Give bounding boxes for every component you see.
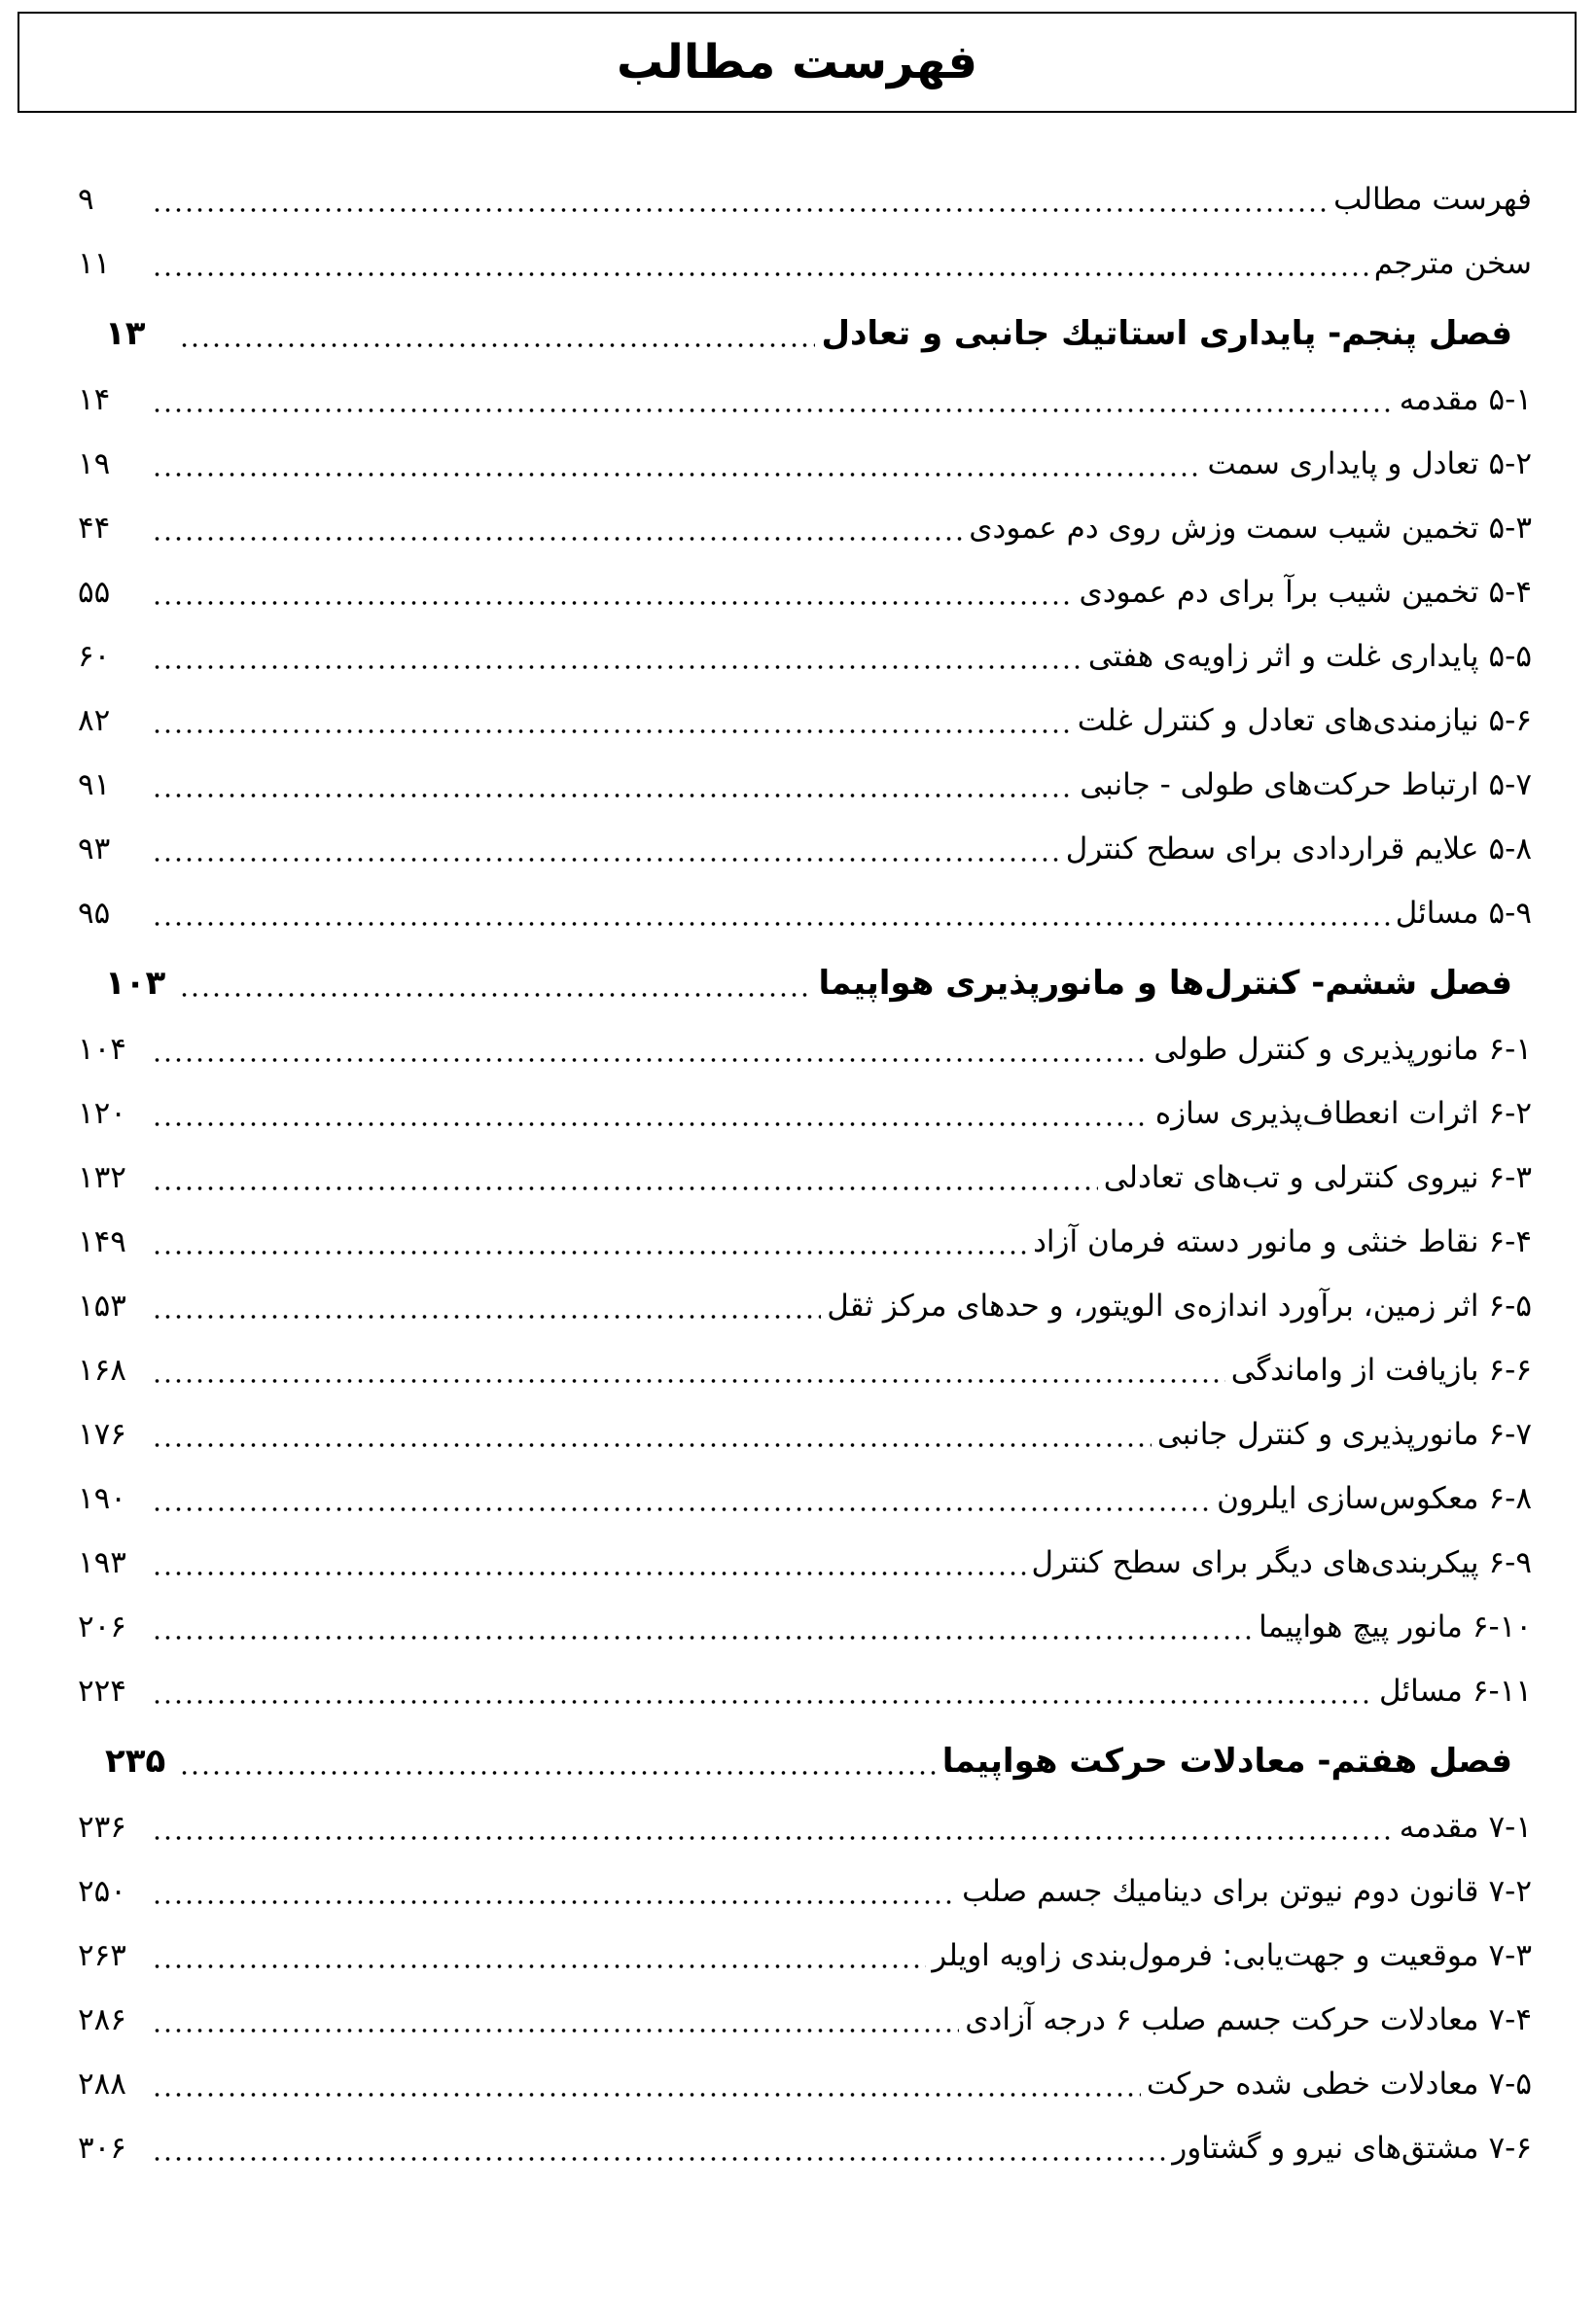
dot-leader: [152, 1963, 926, 1969]
dot-leader: [152, 271, 1368, 277]
page-number: ۱۴۹: [78, 1224, 126, 1259]
entry-text: قانون دوم نیوتن برای دینامیك جسم صلب: [962, 1874, 1479, 1909]
toc-entry[interactable]: [78, 753, 1532, 817]
toc-entry[interactable]: [78, 689, 1532, 753]
entry-title: [1079, 560, 1532, 624]
entry-title: [1400, 1795, 1532, 1859]
toc-entry[interactable]: [78, 1467, 1532, 1531]
entry-text: مسائل: [1379, 1674, 1463, 1709]
toc-entry[interactable]: [78, 1531, 1532, 1595]
dot-leader: [152, 600, 1073, 606]
entry-text: فصل هفتم- معادلات حرکت هواپیما: [941, 1742, 1512, 1781]
dot-leader: [152, 664, 1082, 670]
entry-text: مانورپذیری و کنترل طولی: [1153, 1032, 1479, 1067]
dot-leader: [152, 1250, 1027, 1255]
dot-leader: [179, 342, 815, 348]
section-number: ۷-۶: [1488, 2131, 1532, 2166]
chapter-title: [942, 1727, 1512, 1795]
table-of-contents: [78, 167, 1532, 2180]
entry-text: مسائل: [1395, 896, 1479, 931]
entry-text: پایداری غلت و اثر زاویه‌ی هفتی: [1087, 639, 1479, 674]
section-number: ۵-۲: [1488, 446, 1532, 481]
page-number: ۲۸۶: [78, 2002, 126, 2037]
entry-text: مانورپذیری و کنترل جانبی: [1156, 1417, 1479, 1452]
section-number: ۵-۵: [1488, 639, 1532, 674]
dot-leader: [152, 1699, 1373, 1705]
toc-entry[interactable]: [78, 496, 1532, 560]
entry-title: [1157, 1402, 1532, 1467]
section-number: ۵-۳: [1488, 511, 1532, 546]
entry-text: مشتق‌های نیرو و گشتاور: [1172, 2131, 1479, 2166]
dot-leader: [152, 1442, 1152, 1448]
dot-leader: [152, 1057, 1148, 1063]
section-number: ۶-۶: [1488, 1353, 1532, 1388]
section-number: ۷-۴: [1488, 2002, 1532, 2037]
section-number: ۶-۴: [1488, 1224, 1532, 1259]
page-number: ۹۵: [78, 896, 111, 931]
entry-text: نقاط خنثی و مانور دسته فرمان آزاد: [1033, 1224, 1479, 1259]
dot-leader: [152, 407, 1394, 413]
page-number: ۶۰: [78, 639, 111, 674]
entry-text: پیکربندی‌های دیگر برای سطح کنترل: [1031, 1545, 1479, 1580]
section-number: ۷-۱: [1488, 1810, 1532, 1845]
toc-entry[interactable]: [78, 1210, 1532, 1274]
toc-entry[interactable]: [78, 1146, 1532, 1210]
entry-title: [1032, 1531, 1532, 1595]
entry-text: ارتباط حرکت‌های طولی - جانبی: [1080, 767, 1479, 802]
page-number: ۱۷۶: [78, 1417, 126, 1452]
page-number: ۲۰۶: [78, 1609, 126, 1644]
toc-entry[interactable]: [78, 817, 1532, 881]
toc-entry[interactable]: [78, 560, 1532, 624]
page-number: ۱۹: [78, 446, 111, 481]
dot-leader: [152, 2028, 959, 2033]
section-number: ۶-۹: [1488, 1545, 1532, 1580]
entry-text: تخمین شیب سمت وزش روی دم عمودی: [969, 511, 1479, 546]
entry-title: [1400, 368, 1532, 432]
title-box: [18, 12, 1577, 113]
entry-title: [1104, 1146, 1532, 1210]
page-number: ۲۶۳: [78, 1938, 126, 1973]
page-number: ۲۲۴: [78, 1674, 126, 1709]
toc-entry[interactable]: [78, 1795, 1532, 1859]
section-number: ۶-۱: [1488, 1032, 1532, 1067]
entry-text: علایم قراردادی برای سطح کنترل: [1065, 831, 1479, 866]
section-number: ۶-۷: [1488, 1417, 1532, 1452]
toc-entry[interactable]: [78, 624, 1532, 689]
dot-leader: [152, 1635, 1253, 1641]
entry-text: مقدمه: [1399, 1810, 1479, 1845]
section-number: ۵-۹: [1488, 896, 1532, 931]
entry-text: نیروی کنترلی و تب‌های تعادلی: [1103, 1160, 1479, 1195]
toc-entry[interactable]: [78, 1274, 1532, 1338]
dot-leader: [179, 1770, 937, 1776]
entry-title: [1396, 881, 1532, 945]
entry-text: معادلات حرکت جسم صلب ۶ درجه آزادی: [965, 2002, 1479, 2037]
page-title: فهرست مطالب: [616, 35, 978, 89]
entry-title: [932, 1924, 1532, 1988]
dot-leader: [152, 1506, 1211, 1512]
dot-leader: [152, 1121, 1150, 1127]
section-number: ۶-۲: [1488, 1096, 1532, 1131]
entry-title: [1379, 1659, 1532, 1723]
entry-title: [965, 1988, 1532, 2052]
section-number: ۵-۶: [1488, 703, 1532, 738]
entry-title: [1147, 2052, 1532, 2116]
dot-leader: [152, 793, 1074, 798]
toc-entry[interactable]: [78, 1595, 1532, 1659]
toc-entry[interactable]: [78, 1081, 1532, 1146]
page-number: ۲۳۵: [105, 1742, 166, 1781]
section-number: ۶-۱۰: [1472, 1609, 1532, 1644]
entry-text: فصل پنجم- پایداری استاتیك جانبی و تعادل: [821, 314, 1512, 353]
toc-entry[interactable]: [78, 1924, 1532, 1988]
entry-text: فصل ششم- کنترل‌ها و مانورپذیری هواپیما: [818, 964, 1512, 1003]
chapter-heading[interactable]: [78, 1727, 1532, 1795]
entry-text: اثر زمین، برآورد اندازه‌ی الویتور، و حدهای مرکز ثقل: [827, 1289, 1479, 1324]
page-number: ۱۵۳: [78, 1289, 126, 1324]
page-number: ۱۹۳: [78, 1545, 126, 1580]
entry-text: تعادل و پایداری سمت: [1207, 446, 1479, 481]
chapter-title: [819, 949, 1512, 1017]
entry-text: اثرات انعطاف‌پذیری سازه: [1154, 1096, 1479, 1131]
entry-text: معادلات خطی شده حرکت: [1146, 2067, 1479, 2102]
section-number: ۶-۳: [1488, 1160, 1532, 1195]
page-number: ۸۲: [78, 703, 111, 738]
dot-leader: [152, 1185, 1098, 1191]
dot-leader: [152, 2092, 1141, 2098]
page-number: ۱۴: [78, 382, 111, 417]
toc-entry[interactable]: [78, 1988, 1532, 2052]
page-number: ۱۳: [105, 314, 146, 353]
dot-leader: [152, 921, 1390, 927]
toc-entry[interactable]: [78, 1402, 1532, 1467]
toc-entry[interactable]: [78, 368, 1532, 432]
entry-title: [1153, 1017, 1532, 1081]
dot-leader: [179, 992, 813, 998]
page-number: ۱۱: [78, 246, 111, 281]
dot-leader: [152, 1835, 1394, 1841]
entry-title: [1066, 817, 1532, 881]
entry-title: [1088, 624, 1532, 689]
page-number: ۱۰۳: [105, 964, 166, 1003]
entry-title: [827, 1274, 1532, 1338]
page-number: ۴۴: [78, 511, 111, 546]
toc-entry[interactable]: [78, 1659, 1532, 1723]
toc-entry[interactable]: [78, 1859, 1532, 1924]
dot-leader: [152, 1378, 1225, 1384]
toc-entry[interactable]: [78, 432, 1532, 496]
section-number: ۵-۱: [1488, 382, 1532, 417]
entry-title: [1078, 689, 1532, 753]
dot-leader: [152, 857, 1060, 863]
dot-leader: [152, 2156, 1166, 2162]
section-number: ۷-۵: [1488, 2067, 1532, 2102]
dot-leader: [152, 728, 1072, 734]
page-number: ۱۶۸: [78, 1353, 126, 1388]
entry-text: موقعیت و جهت‌یابی: فرمول‌بندی زاویه اویلر: [932, 1938, 1479, 1973]
entry-text: نیازمندی‌های تعادل و کنترل غلت: [1077, 703, 1479, 738]
toc-entry[interactable]: [78, 231, 1532, 296]
entry-title: [1259, 1595, 1532, 1659]
entry-text: سخن مترجم: [1373, 246, 1532, 281]
entry-text: تخمین شیب برآ برای دم عمودی: [1079, 575, 1479, 610]
dot-leader: [152, 1571, 1026, 1576]
page-number: ۹۱: [78, 767, 111, 802]
page-number: ۱۹۰: [78, 1481, 126, 1516]
entry-title: [1217, 1467, 1532, 1531]
section-number: ۶-۸: [1488, 1481, 1532, 1516]
toc-entry[interactable]: [78, 2116, 1532, 2180]
dot-leader: [152, 1899, 956, 1905]
section-number: ۶-۵: [1488, 1289, 1532, 1324]
entry-title: [1172, 2116, 1532, 2180]
page-number: ۱۳۲: [78, 1160, 126, 1195]
page-number: ۲۵۰: [78, 1874, 126, 1909]
entry-title: [969, 496, 1532, 560]
page-number: ۲۸۸: [78, 2067, 126, 2102]
entry-title: [1207, 432, 1532, 496]
page-number: ۹: [78, 182, 94, 217]
section-number: ۵-۸: [1488, 831, 1532, 866]
section-number: ۷-۳: [1488, 1938, 1532, 1973]
toc-entry[interactable]: [78, 2052, 1532, 2116]
chapter-title: [821, 300, 1512, 368]
entry-title: [1080, 753, 1532, 817]
entry-title: [1231, 1338, 1532, 1402]
dot-leader: [152, 1314, 821, 1320]
page-number: ۳۰۶: [78, 2131, 126, 2166]
page-number: ۱۰۴: [78, 1032, 126, 1067]
section-number: ۵-۴: [1488, 575, 1532, 610]
section-number: ۵-۷: [1488, 767, 1532, 802]
page-number: ۵۵: [78, 575, 111, 610]
entry-text: مقدمه: [1399, 382, 1479, 417]
dot-leader: [152, 472, 1201, 477]
page-number: ۱۲۰: [78, 1096, 126, 1131]
entry-title: [1155, 1081, 1532, 1146]
dot-leader: [152, 207, 1328, 213]
entry-title: [1374, 231, 1532, 296]
entry-text: مانور پیچ هواپیما: [1259, 1609, 1463, 1644]
entry-title: [962, 1859, 1532, 1924]
section-number: ۶-۱۱: [1472, 1674, 1532, 1709]
dot-leader: [152, 536, 963, 542]
entry-title: [1033, 1210, 1532, 1274]
toc-entry[interactable]: [78, 1338, 1532, 1402]
entry-text: فهرست مطالب: [1333, 182, 1532, 217]
chapter-heading[interactable]: [78, 300, 1532, 368]
toc-entry[interactable]: [78, 881, 1532, 945]
page-number: ۲۳۶: [78, 1810, 126, 1845]
entry-title: [1333, 167, 1532, 231]
entry-text: بازیافت از واماندگی: [1230, 1353, 1479, 1388]
page-number: ۹۳: [78, 831, 111, 866]
chapter-heading[interactable]: [78, 949, 1532, 1017]
entry-text: معکوس‌سازی ایلرون: [1217, 1481, 1479, 1516]
section-number: ۷-۲: [1488, 1874, 1532, 1909]
toc-entry[interactable]: [78, 1017, 1532, 1081]
toc-entry[interactable]: [78, 167, 1532, 231]
